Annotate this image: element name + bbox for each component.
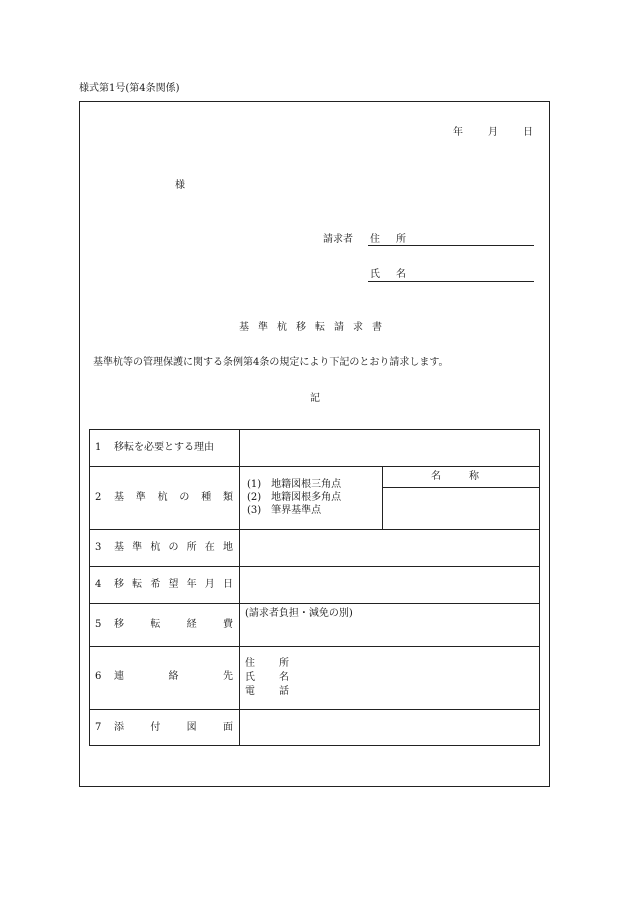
row-label-location: 基 準 杭 の 所 在 地: [114, 542, 233, 553]
row-number: 2: [95, 492, 102, 503]
attachments-input[interactable]: [240, 710, 539, 745]
row-label-desired-date: 移 転 希 望 年 月 日: [114, 579, 233, 590]
addressee-suffix: 様: [175, 180, 185, 191]
request-details-table: [89, 429, 540, 746]
row-number: 1: [95, 442, 102, 453]
label-char: 準: [135, 492, 146, 503]
contact-name-label: 氏 名: [245, 672, 289, 683]
row-number: 7: [95, 722, 102, 733]
ki-heading: 記: [310, 393, 320, 404]
row-label-reason: 移転を必要とする理由: [114, 442, 214, 453]
applicant-name-input[interactable]: [368, 281, 534, 282]
kind-option-2[interactable]: (2) 地籍図根多角点: [247, 492, 342, 503]
label-char: 類: [222, 492, 233, 503]
contact-address-label: 住 所: [245, 658, 289, 669]
applicant-label: 請求者: [323, 234, 353, 245]
date-month-label: 月: [488, 127, 498, 138]
form-number-label: 様式第1号(第4条関係): [79, 83, 180, 94]
location-input[interactable]: [240, 530, 539, 565]
name-header: 名 称: [431, 471, 479, 482]
label-char: 基: [114, 492, 124, 503]
cost-input[interactable]: [240, 604, 539, 645]
cost-note: (請求者負担・減免の別): [245, 608, 353, 619]
reason-input[interactable]: [240, 431, 539, 465]
request-statement: 基準杭等の管理保護に関する条例第4条の規定により下記のとおり請求します。: [93, 357, 449, 368]
label-char: 杭: [157, 492, 168, 503]
document-title: 基準杭移転請求書: [239, 322, 391, 333]
kind-name-input[interactable]: [383, 488, 539, 528]
kind-option-3[interactable]: (3) 筆界基準点: [247, 505, 322, 516]
row-number: 4: [95, 579, 102, 590]
date-day-label: 日: [523, 127, 533, 138]
desired-date-input[interactable]: [240, 567, 539, 602]
label-char: の: [179, 492, 190, 503]
contact-phone-label: 電 話: [245, 686, 289, 697]
kind-option-1[interactable]: (1) 地籍図根三角点: [247, 479, 342, 490]
applicant-address-label: 住 所: [370, 234, 406, 245]
date-year-label: 年: [453, 127, 463, 138]
label-char: 種: [201, 492, 212, 503]
row-label-cost: 移 転 経 費: [114, 619, 233, 630]
applicant-name-label: 氏 名: [370, 269, 406, 280]
row-label-contact: 連 絡 先: [114, 671, 233, 682]
applicant-address-input[interactable]: [368, 245, 534, 246]
row-label-attachments: 添 付 図 面: [114, 722, 233, 733]
row-number: 5: [95, 619, 102, 630]
row-number: 6: [95, 671, 102, 682]
row-number: 3: [95, 542, 102, 553]
row-label-kind: [114, 493, 233, 503]
contact-input[interactable]: [300, 647, 539, 708]
